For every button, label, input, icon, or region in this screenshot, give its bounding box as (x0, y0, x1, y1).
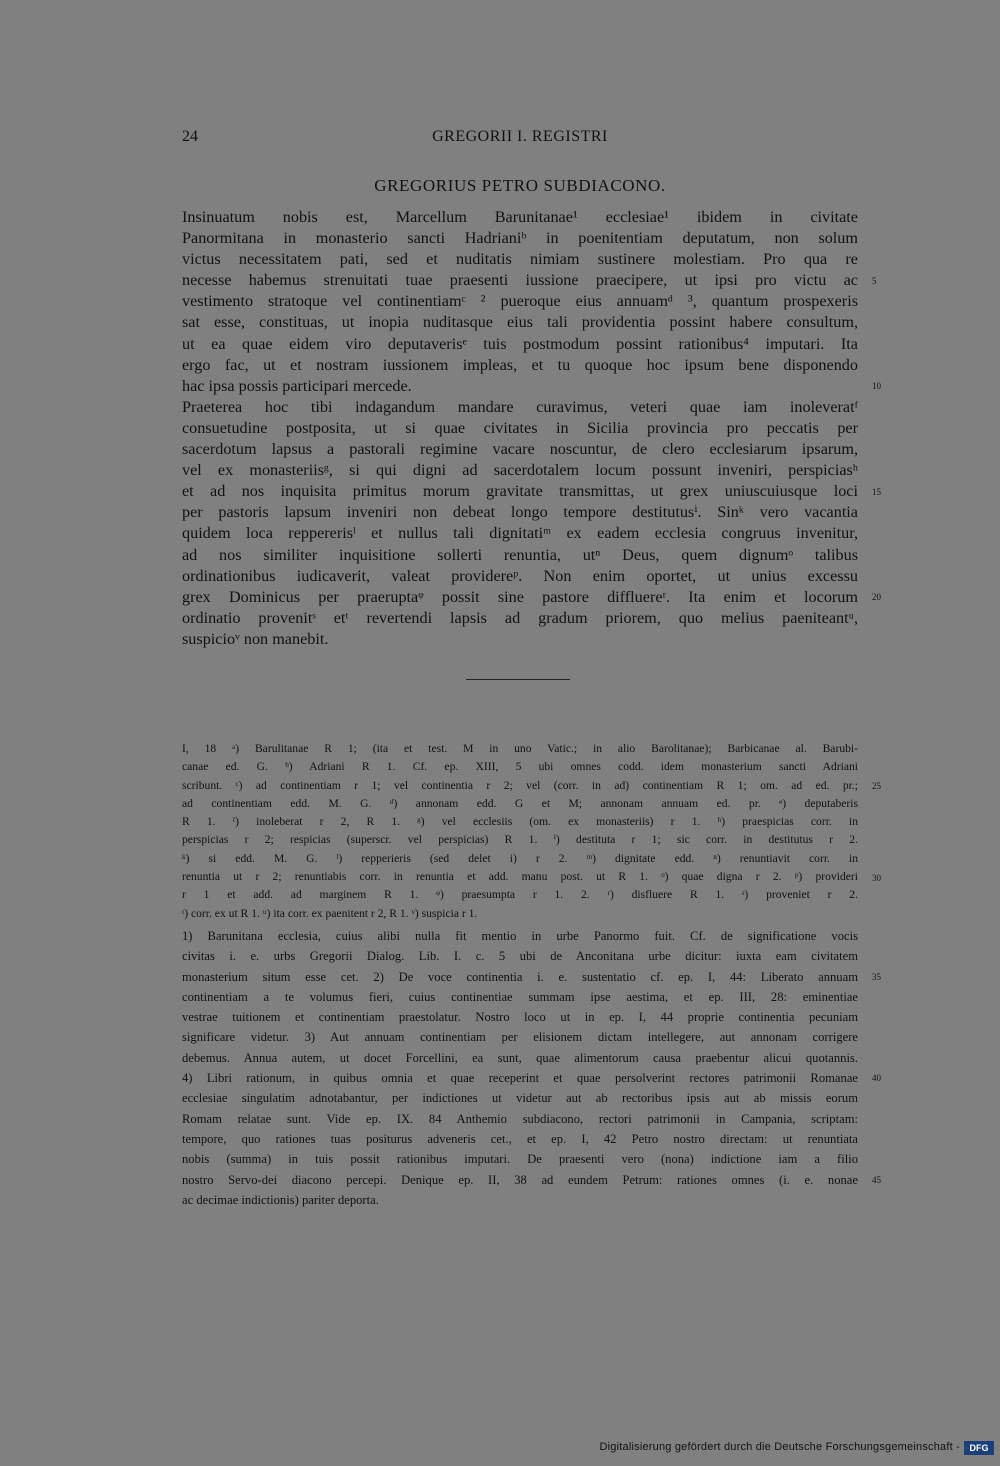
digitization-credit: Digitalisierung gefördert durch die Deutsche Forschungsgemeinschaft - (599, 1441, 960, 1453)
commentary-line: 1) Barunitana ecclesia, cuius alibi nulla fit mentio in urbe Panormo fuit. Cf. de significatione vocis (182, 929, 858, 943)
commentary-line: nobis (summa) in tuis possit rationibus imputari. De praesenti vero (nona) indictione iam a filio (182, 1152, 858, 1167)
text-line: consuetudine postposita, ut si quae civitates in Sicilia provincia pro peccatis per (182, 418, 858, 437)
commentary-line: 4) Libri rationum, in quibus omnia et quae receperint et quae persolverint rectores patrimonii Romanae (182, 1071, 858, 1086)
apparatus-line: r 1 et add. ad marginem R 1. ᵠ) praesumpta r 1. 2. ʳ) disfluere R 1. ˢ) proveniet r 2. (182, 888, 858, 902)
text-line: necesse habemus strenuitati tuae praesenti iussione praecipere, ut ipsi pro victu ac (182, 271, 858, 290)
commentary-line: debemus. Annua autem, ut docet Forcellini, ea sunt, quae alimentorum causa praebentur alicui quotannis. (182, 1050, 858, 1065)
apparatus-line: I, 18 ᵃ) Barulitanae R 1; (ita et test. M in uno Vatic.; in alio Barolitanae); Barbicanae al. Barubi- (182, 742, 858, 755)
running-title: GREGORII I. REGISTRI (432, 128, 608, 145)
main-text (182, 207, 858, 650)
commentary-line: Romam relatae sunt. Vide ep. IX. 84 Anthemio subdiacono, rectori patrimonii in Campania, scriptam: (182, 1111, 858, 1126)
margin-line-number: 10 (872, 381, 881, 392)
text-line: victus necessitatem pati, sed et nuditatis nimiam sustinere molestiam. Pro qua re (182, 250, 858, 269)
margin-line-number: 40 (872, 1073, 881, 1084)
margin-line-number: 15 (872, 486, 881, 497)
text-line: suspicioᵛ non manebit. (182, 629, 329, 648)
commentary-line: ac decimae indictionis) pariter deporta. (182, 1192, 379, 1207)
margin-line-number: 35 (872, 971, 881, 982)
text-line: ad nos similiter inquisitione sollerti renuntia, utⁿ Deus, quem dignumᵒ talibus (182, 545, 858, 564)
margin-line-number: 25 (872, 781, 881, 792)
margin-line-number: 5 (872, 275, 877, 286)
text-line: et ad nos inquisita primitus morum gravitate transmittas, ut grex uniuscuiusque loci (182, 482, 858, 501)
apparatus-line: ᵏ) si edd. M. G. ˡ) repperieris (sed delet i) r 2. ᵐ) dignitate edd. ⁿ) renuntiavit corr. in (182, 851, 858, 865)
text-line: Panormitana in monasterio sancti Hadrianiᵇ in poenitentiam deputatum, non solum (182, 229, 858, 248)
margin-line-number: 20 (872, 592, 881, 603)
running-header (182, 128, 858, 152)
text-line: grex Dominicus per praeruptaᵠ possit sine pastore diffluereʳ. Ita enim et locorum (182, 587, 858, 606)
commentary-line: monasterium situm esse cet. 2) De voce continentia i. e. sustentatio cf. ep. I, 44: Liberato annuam (182, 969, 858, 984)
text-line: sat esse, constituas, ut inopia nuditasque eius tali providentia possint habere consultum, (182, 313, 858, 332)
commentary-notes (182, 926, 858, 1210)
text-line: ordinationibus iudicaverit, valeat providereᵖ. Non enim oportet, ut unius excessu (182, 566, 858, 585)
apparatus-line: canae ed. G. ᵇ) Adriani R 1. Cf. ep. XIII, 5 ubi omnes codd. idem monasterium sancti Adriani (182, 760, 858, 774)
text-line: vel ex monasteriisᵍ, si qui digni ad sacerdotalem locum possunt inveniri, perspiciasʰ (182, 461, 858, 480)
commentary-line: nostro Servo-dei diacono percepi. Denique ep. II, 38 ad eundem Petrum: rationes omnes (i. e. nonae (182, 1172, 858, 1187)
commentary-line: ecclesiae singulatim adnotabantur, per indictiones ut videtur aut ab rectoribus ipsis aut ab missis eorum (182, 1091, 858, 1106)
text-line: ergo fac, ut et nostram iussionem impleas, et tu quoque hoc ipsum bene disponendo (182, 355, 858, 374)
apparatus-line: ad continentiam edd. M. G. ᵈ) annonam edd. G et M; annonam annuam ed. pr. ᵉ) deputaberis (182, 796, 858, 810)
text-line: Praeterea hoc tibi indagandum mandare curavimus, veteri quae iam inoleveratᶠ (182, 397, 858, 416)
text-line: vestimento stratoque vel continentiamᶜ ² pueroque eius annuamᵈ ³, quantum prospexeris (182, 292, 858, 311)
page-number: 24 (182, 128, 198, 145)
margin-line-number: 45 (872, 1174, 881, 1185)
critical-apparatus (182, 740, 858, 923)
commentary-line: civitas i. e. urbs Gregorii Dialog. Lib. I. c. 5 ubi de Anconitana urbe dicitur: iuxta eam civitatem (182, 949, 858, 964)
apparatus-line: scribunt. ᶜ) ad continentiam r 1; vel continentia r 2; vel (corr. in ad) continentiam R 1; om. ad ed. pr.; (182, 778, 858, 792)
text-line: quidem loca reppererisˡ et nullus tali dignitatiᵐ ex eadem ecclesia congruus invenitur, (182, 524, 858, 543)
letter-heading: GREGORIUS PETRO SUBDIACONO. (374, 176, 666, 195)
commentary-line: vestrae tuitionem et continentiam praestolatur. Nostro loco ut in ep. I, 44 proprie continentia pecuniam (182, 1010, 858, 1025)
apparatus-line: perspicias r 2; respicias (superscr. vel perspicias) R 1. ⁱ) destituta r 1; sic corr. in destitutus r 2. (182, 833, 858, 847)
text-line: hac ipsa possis participari mercede. (182, 376, 412, 395)
commentary-line: significare videtur. 3) Aut annuam continentiam per elisionem dictam intellegere, aut annonam corrigere (182, 1030, 858, 1045)
separator-rule (466, 679, 570, 680)
commentary-line: tempore, quo rationes tuas positurus adveneris cet., et ep. I, 42 Petro nostro directam: ut renuntiata (182, 1131, 858, 1146)
apparatus-line: ᵗ) corr. ex ut R 1. ᵘ) ita corr. ex paenitent r 2, R 1. ᵛ) suspicia r 1. (182, 906, 478, 920)
text-line: ut ea quae eidem viro deputaverisᵉ tuis postmodum possint rationibus⁴ imputari. Ita (182, 334, 858, 353)
apparatus-line: renuntia ut r 2; renuntiabis corr. in renuntia et add. manu post. ut R 1. ᵒ) quae digna r 2. ᵖ) provideri (182, 870, 858, 884)
dfg-logo: DFG (964, 1441, 994, 1455)
margin-line-number: 30 (872, 872, 881, 883)
commentary-line: continentiam a te volumus fieri, cuius continentiae summam ipse aestima, et ep. III, 28: eminentiae (182, 989, 858, 1004)
apparatus-line: R 1. ᶠ) inoleberat r 2, R 1. ᵍ) vel ecclesiis (om. ex monasteriis) r 1. ʰ) praespicias corr. in (182, 815, 858, 829)
text-line: per pastoris lapsum inveniri non debeat longo tempore destitutusⁱ. Sinᵏ vero vacantia (182, 503, 858, 522)
text-line: sacerdotum lapsus a pastorali regimine vacare noscuntur, de clero ecclesiarum ipsarum, (182, 440, 858, 459)
text-line: Insinuatum nobis est, Marcellum Barunitanae¹ ecclesiae¹ ibidem in civitate (182, 208, 858, 226)
text-line: ordinatio provenitˢ etᵗ revertendi lapsis ad gradum priorem, quo melius paeniteantᵘ, (182, 608, 858, 627)
